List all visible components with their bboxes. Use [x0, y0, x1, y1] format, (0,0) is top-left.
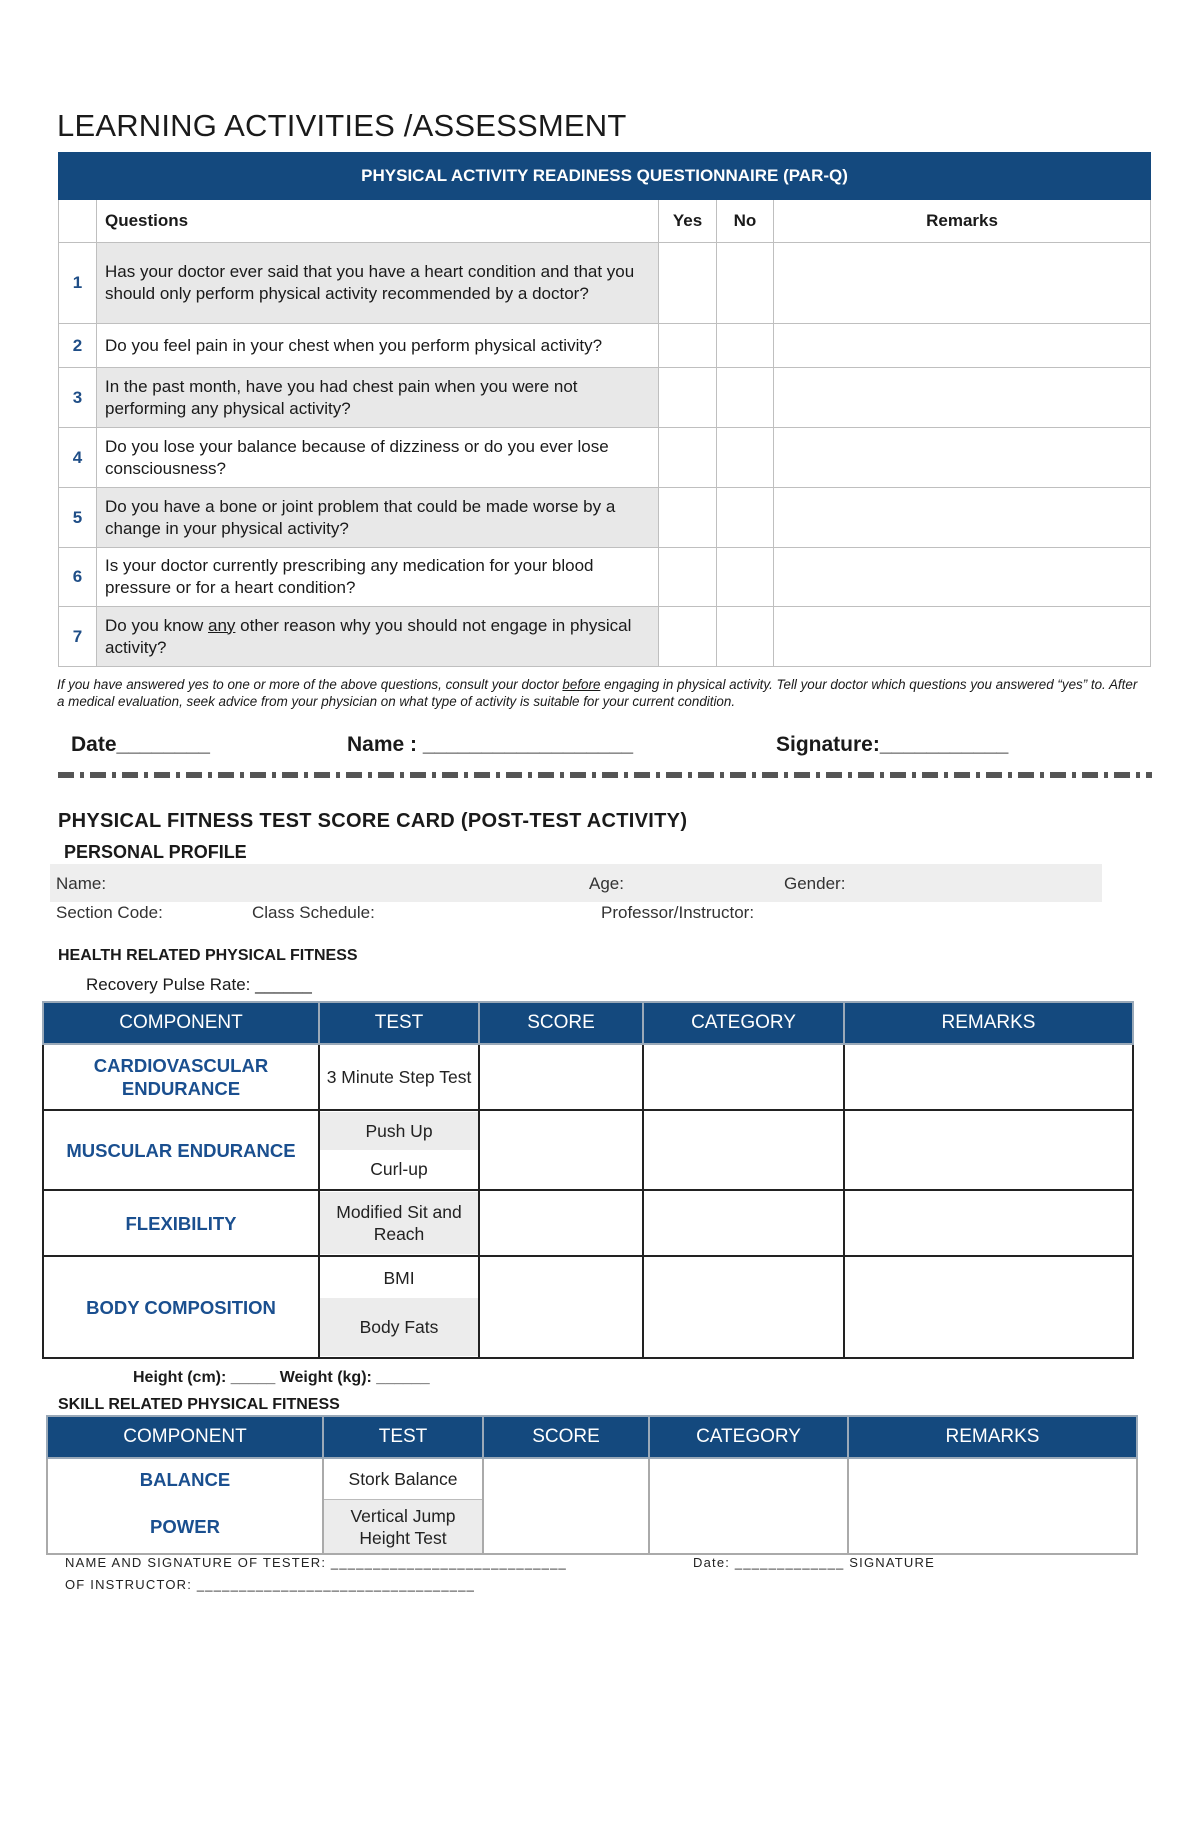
score-cell[interactable]: [479, 1044, 643, 1110]
question-text: Is your doctor currently prescribing any medication for your blood pressure or for a heart condition?: [97, 548, 659, 607]
category-cell[interactable]: [643, 1190, 844, 1256]
question-number: 7: [59, 607, 97, 667]
question-text: Do you feel pain in your chest when you perform physical activity?: [97, 324, 659, 368]
yes-cell[interactable]: [659, 428, 717, 488]
table-row: [59, 428, 1151, 488]
remarks-cell[interactable]: [844, 1110, 1133, 1190]
remarks-cell[interactable]: [774, 488, 1151, 548]
category-cell[interactable]: [643, 1256, 844, 1358]
table-row: [59, 548, 1151, 607]
table-row: [43, 1190, 1133, 1256]
component-cell: [47, 1458, 323, 1554]
profile-band: [50, 864, 1102, 902]
question-text: Do you know any other reason why you should not engage in physical activity?: [97, 607, 659, 667]
table-row: [47, 1458, 1137, 1554]
component-cardiovascular: CARDIOVASCULAR ENDURANCE: [43, 1044, 319, 1110]
instructor-signature-field[interactable]: OF INSTRUCTOR: _________________________________: [65, 1577, 476, 1592]
test-step-test: 3 Minute Step Test: [326, 1067, 472, 1087]
category-col-header: CATEGORY: [649, 1416, 848, 1458]
yes-cell[interactable]: [659, 548, 717, 607]
component-muscular: MUSCULAR ENDURANCE: [43, 1110, 319, 1190]
component-col-header: COMPONENT: [43, 1002, 319, 1044]
no-cell[interactable]: [717, 607, 774, 667]
test-cell: [319, 1110, 479, 1190]
test-push-up: Push Up: [320, 1112, 478, 1150]
health-fitness-title: HEALTH RELATED PHYSICAL FITNESS: [58, 947, 358, 964]
score-col-header: SCORE: [479, 1002, 643, 1044]
question-number: 1: [59, 243, 97, 324]
component-power: POWER: [150, 1516, 220, 1537]
yes-cell[interactable]: [659, 488, 717, 548]
test-bmi: BMI: [383, 1268, 415, 1288]
skill-fitness-title: SKILL RELATED PHYSICAL FITNESS: [58, 1396, 340, 1413]
table-row: [43, 1256, 1133, 1358]
recovery-pulse-rate[interactable]: Recovery Pulse Rate: ______: [86, 975, 312, 994]
professor-label: Professor/Instructor:: [601, 903, 755, 922]
category-cell[interactable]: [649, 1458, 848, 1554]
age-label: Age:: [589, 874, 624, 893]
question-text: Do you have a bone or joint problem that could be made worse by a change in your physical activity?: [97, 488, 659, 548]
table-row: [43, 1044, 1133, 1110]
question-text: Do you lose your balance because of dizziness or do you ever lose consciousness?: [97, 428, 659, 488]
footer-date-signature[interactable]: Date: _____________ SIGNATURE: [693, 1555, 935, 1570]
name-label: Name:: [56, 874, 107, 893]
gender-label: Gender:: [784, 874, 846, 893]
score-col-header: SCORE: [483, 1416, 649, 1458]
question-number: 2: [59, 324, 97, 368]
personal-profile-title: PERSONAL PROFILE: [64, 842, 247, 862]
test-body-fats: Body Fats: [320, 1298, 478, 1356]
tester-signature-field[interactable]: NAME AND SIGNATURE OF TESTER: ____________________________: [65, 1555, 567, 1570]
no-cell[interactable]: [717, 368, 774, 428]
test-cell: [319, 1044, 479, 1110]
remarks-cell[interactable]: [844, 1044, 1133, 1110]
remarks-col-header: REMARKS: [848, 1416, 1137, 1458]
no-cell[interactable]: [717, 428, 774, 488]
table-row: [59, 324, 1151, 368]
question-number: 4: [59, 428, 97, 488]
questions-col-header: Questions: [97, 200, 659, 243]
table-row: [59, 368, 1151, 428]
test-cell: [323, 1458, 483, 1554]
component-balance: BALANCE: [139, 1469, 231, 1490]
remarks-cell[interactable]: [774, 548, 1151, 607]
no-cell[interactable]: [717, 324, 774, 368]
class-schedule-label: Class Schedule:: [252, 903, 375, 922]
category-cell[interactable]: [643, 1110, 844, 1190]
component-body-composition: BODY COMPOSITION: [43, 1256, 319, 1358]
score-cell[interactable]: [479, 1256, 643, 1358]
date-field[interactable]: Date________: [71, 733, 210, 756]
yes-col-header: Yes: [659, 200, 717, 243]
question-text: In the past month, have you had chest pain when you were not performing any physical activity?: [97, 368, 659, 428]
test-curl-up: Curl-up: [370, 1159, 428, 1179]
section-code-label: Section Code:: [56, 903, 163, 922]
category-cell[interactable]: [643, 1044, 844, 1110]
table-row: [59, 488, 1151, 548]
remarks-cell[interactable]: [774, 324, 1151, 368]
test-vertical-jump: Vertical Jump Height Test: [324, 1500, 482, 1553]
score-cell[interactable]: [479, 1190, 643, 1256]
table-row: [59, 607, 1151, 667]
test-cell: [319, 1256, 479, 1358]
test-sit-and-reach: Modified Sit and Reach: [320, 1192, 478, 1254]
no-col-header: No: [717, 200, 774, 243]
scorecard-title: PHYSICAL FITNESS TEST SCORE CARD (POST-TEST ACTIVITY): [58, 810, 688, 832]
parq-table: [58, 152, 1151, 667]
remarks-cell[interactable]: [774, 243, 1151, 324]
score-cell[interactable]: [479, 1110, 643, 1190]
signature-field[interactable]: Signature:___________: [776, 733, 1009, 756]
test-cell: [319, 1190, 479, 1256]
category-col-header: CATEGORY: [643, 1002, 844, 1044]
name-field[interactable]: Name : __________________: [347, 733, 634, 756]
page-title: LEARNING ACTIVITIES /ASSESSMENT: [57, 108, 627, 143]
test-col-header: TEST: [319, 1002, 479, 1044]
table-row: [43, 1110, 1133, 1190]
question-number: 3: [59, 368, 97, 428]
parq-header: PHYSICAL ACTIVITY READINESS QUESTIONNAIRE (PAR-Q): [59, 153, 1151, 200]
no-cell[interactable]: [717, 548, 774, 607]
parq-note: If you have answered yes to one or more of the above questions, consult your doctor before engaging in physical activity. Tell your doctor which questions you answered “yes” to. After a medical evaluation, seek advice from your physician on what type of activity is suitable for your current condition.: [57, 677, 1138, 709]
question-text: Has your doctor ever said that you have a heart condition and that you should only perform physical activity recommended by a doctor?: [97, 243, 659, 324]
yes-cell[interactable]: [659, 607, 717, 667]
yes-cell[interactable]: [659, 368, 717, 428]
num-col-header: [59, 200, 97, 243]
question-number: 6: [59, 548, 97, 607]
skill-fitness-table: [46, 1415, 1138, 1555]
test-col-header: TEST: [323, 1416, 483, 1458]
component-col-header: COMPONENT: [47, 1416, 323, 1458]
yes-cell[interactable]: [659, 243, 717, 324]
remarks-col-header: REMARKS: [844, 1002, 1133, 1044]
no-cell[interactable]: [717, 488, 774, 548]
test-stork-balance: Stork Balance: [324, 1459, 482, 1500]
question-number: 5: [59, 488, 97, 548]
remarks-cell[interactable]: [848, 1458, 1137, 1554]
health-fitness-table: [42, 1001, 1134, 1359]
remarks-cell[interactable]: [774, 607, 1151, 667]
component-flexibility: FLEXIBILITY: [43, 1190, 319, 1256]
table-row: [59, 243, 1151, 324]
remarks-col-header: Remarks: [774, 200, 1151, 243]
remarks-cell[interactable]: [774, 428, 1151, 488]
remarks-cell[interactable]: [774, 368, 1151, 428]
cut-line-divider: [58, 772, 1152, 778]
yes-cell[interactable]: [659, 324, 717, 368]
height-weight-field[interactable]: Height (cm): _____ Weight (kg): ______: [133, 1369, 430, 1386]
score-cell[interactable]: [483, 1458, 649, 1554]
remarks-cell[interactable]: [844, 1190, 1133, 1256]
remarks-cell[interactable]: [844, 1256, 1133, 1358]
no-cell[interactable]: [717, 243, 774, 324]
